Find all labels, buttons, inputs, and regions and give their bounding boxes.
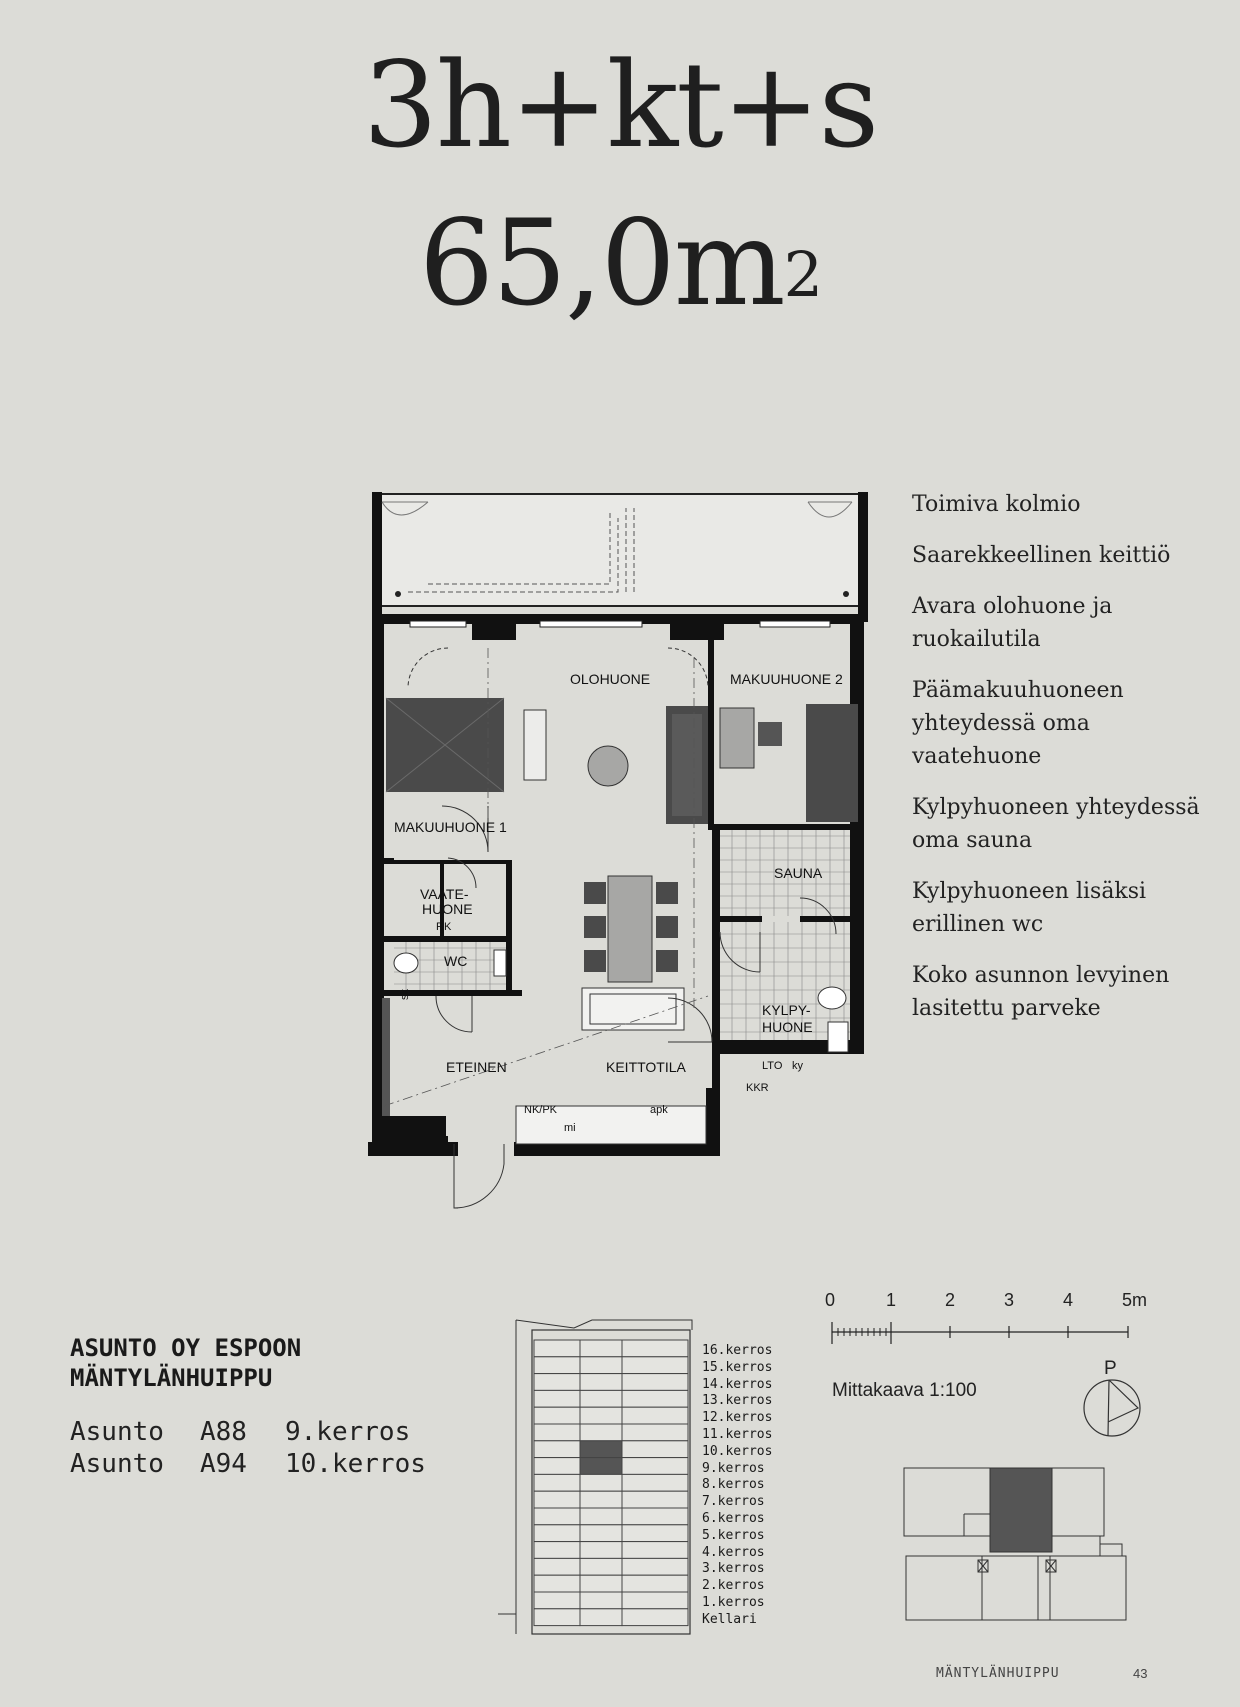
apartment-row [70,1416,426,1448]
company-name [70,1333,301,1393]
page-title: 3h+kt+s [362,36,878,174]
floor-label: 16.kerros [702,1343,773,1358]
building-elevation [498,1316,698,1636]
company-name-line1: ASUNTO OY ESPOON [70,1334,302,1362]
site-plan [900,1464,1130,1624]
elevation-floor-cell [580,1458,622,1475]
floor-label: 2.kerros [702,1578,765,1594]
page-number: 43 [1133,1666,1148,1681]
scale-tick-label: 4 [1063,1290,1074,1310]
elevation-floor-cell [580,1407,622,1424]
elevation-floor-cell [580,1424,622,1441]
floor-label: 7.kerros [702,1494,765,1510]
room-label-olohuone: OLOHUONE [570,671,651,687]
room-label-vaatehuone-line1: VAATE- [420,886,469,902]
floor-label: 6.kerros [702,1510,765,1526]
elevation-floor-cell [622,1558,688,1575]
apartment-id: A94 [200,1449,247,1479]
elevation-floor-cell [534,1390,580,1407]
elevation-floor-cell [534,1357,580,1374]
floor-label: 13.kerros [702,1393,773,1409]
floor-label: 8.kerros [702,1477,765,1493]
floor-label: 11.kerros [702,1426,773,1442]
feature-item: Päämakuuhuoneen yhteydessä oma vaatehuone [912,678,1124,769]
elevation-floor-cell [534,1374,580,1391]
floor-list [702,1343,772,1629]
room-label-sauna: SAUNA [774,865,823,881]
elevation-floor-cell [622,1357,688,1374]
elevation-floor-cell [622,1525,688,1542]
scale-label: Mittakaava 1:100 [832,1380,977,1401]
label-ky: ky [792,1060,803,1072]
apartment-label: Asunto [70,1449,164,1479]
floor-label: 3.kerros [702,1561,765,1577]
elevation-floor-cell [534,1558,580,1575]
elevation-floor-cell [580,1592,622,1609]
elevation-floor-cell [622,1374,688,1391]
elevation-floor-cell [622,1441,688,1458]
elevation-floor-cell [622,1407,688,1424]
apartment-list [70,1416,426,1480]
scale-tick-label: 5m [1122,1290,1148,1310]
elevation-floor-cell [580,1474,622,1491]
elevation-floor-cell [622,1340,688,1357]
floor-label: Kellari [702,1611,757,1627]
area-unit-superscript: 2 [783,238,822,311]
feature-item: Saarekkeellinen keittiö [912,543,1171,568]
floor-label: 5.kerros [702,1527,765,1543]
elevation-floor-cell [622,1575,688,1592]
room-label-makuuhuone-1: MAKUUHUONE 1 [394,819,507,835]
elevation-floor-cell [622,1592,688,1609]
elevation-floor-cell [580,1558,622,1575]
apartment-area [0,194,1240,332]
label-sk: sk [399,989,411,1000]
room-label-keittotila: KEITTOTILA [606,1059,686,1075]
elevation-floor-cell [534,1441,580,1458]
elevation-floor-cell [622,1458,688,1475]
apartment-floor: 10.kerros [285,1449,426,1479]
elevation-floor-cell [534,1575,580,1592]
feature-item: Koko asunnon levyinen lasitettu parveke [912,963,1170,1021]
apartment-row [70,1448,426,1480]
label-kkr: KKR [746,1082,769,1094]
elevation-floor-cell [534,1609,580,1626]
elevation-floor-cell [534,1340,580,1357]
elevation-floor-cell [580,1441,622,1458]
elevation-floor-cell [622,1424,688,1441]
floor-label: 15.kerros [702,1359,773,1375]
elevation-floor-cell [622,1390,688,1407]
floor-label: 4.kerros [702,1544,765,1560]
feature-item: Avara olohuone ja ruokailutila [912,594,1113,652]
room-label-vaatehuone-line2: HUONE [422,901,473,917]
elevation-floor-cell [580,1609,622,1626]
elevation-floor-cell [580,1374,622,1391]
elevation-floor-cell [534,1542,580,1559]
elevation-floor-cell [622,1474,688,1491]
north-label: P [1104,1358,1117,1379]
north-arrow-icon [1082,1356,1146,1440]
elevation-floor-cell [580,1525,622,1542]
label-mi: mi [564,1122,576,1134]
room-label-rk: RK [436,921,452,933]
room-label-wc: WC [444,953,468,969]
apartment-label: Asunto [70,1417,164,1447]
room-label-eteinen: ETEINEN [446,1059,507,1075]
elevation-floor-cell [580,1340,622,1357]
scale-tick-label: 2 [945,1290,956,1310]
footer-brand: MÄNTYLÄNHUIPPU [936,1666,1060,1681]
floor-label: 14.kerros [702,1376,773,1392]
feature-list [912,488,1222,1043]
elevation-floor-cell [534,1407,580,1424]
scale-tick-label: 1 [886,1290,897,1310]
elevation-floor-cell [622,1609,688,1626]
company-name-line2: MÄNTYLÄNHUIPPU [70,1364,273,1392]
elevation-floor-cell [622,1508,688,1525]
floor-label: 1.kerros [702,1594,765,1610]
elevation-floor-cell [534,1474,580,1491]
elevation-floor-cell [534,1525,580,1542]
elevation-floor-cell [534,1458,580,1475]
elevation-floor-cell [534,1592,580,1609]
feature-item: Kylpyhuoneen yhteydessä oma sauna [912,795,1200,853]
apartment-id: A88 [200,1417,247,1447]
elevation-floor-cell [580,1575,622,1592]
elevation-floor-cell [622,1491,688,1508]
elevation-floor-cell [534,1424,580,1441]
elevation-floor-cell [534,1508,580,1525]
room-label-kylpyhuone-line1: KYLPY- [762,1002,811,1018]
elevation-floor-cell [580,1491,622,1508]
scale-tick-label: 3 [1004,1290,1015,1310]
elevation-floor-cell [580,1542,622,1559]
floor-plan [368,488,878,1218]
floor-label: 9.kerros [702,1460,765,1476]
floor-label: 10.kerros [702,1443,773,1459]
elevation-floor-cell [622,1542,688,1559]
room-label-makuuhuone-2: MAKUUHUONE 2 [730,671,843,687]
room-label-kylpyhuone-line2: HUONE [762,1019,813,1035]
elevation-floor-cell [534,1491,580,1508]
scale-tick-label: 0 [825,1290,836,1310]
feature-item: Toimiva kolmio [912,492,1081,517]
scale-bar [826,1316,1136,1346]
floor-label: 12.kerros [702,1410,773,1426]
feature-item: Kylpyhuoneen lisäksi erillinen wc [912,879,1147,937]
apartment-floor: 9.kerros [285,1417,411,1447]
label-lto: LTO [762,1060,783,1072]
elevation-floor-cell [580,1508,622,1525]
label-apk: apk [650,1104,668,1116]
area-value: 65,0m [418,194,784,332]
label-nkpk: NK/PK [524,1104,558,1116]
elevation-floor-cell [580,1357,622,1374]
elevation-floor-cell [580,1390,622,1407]
